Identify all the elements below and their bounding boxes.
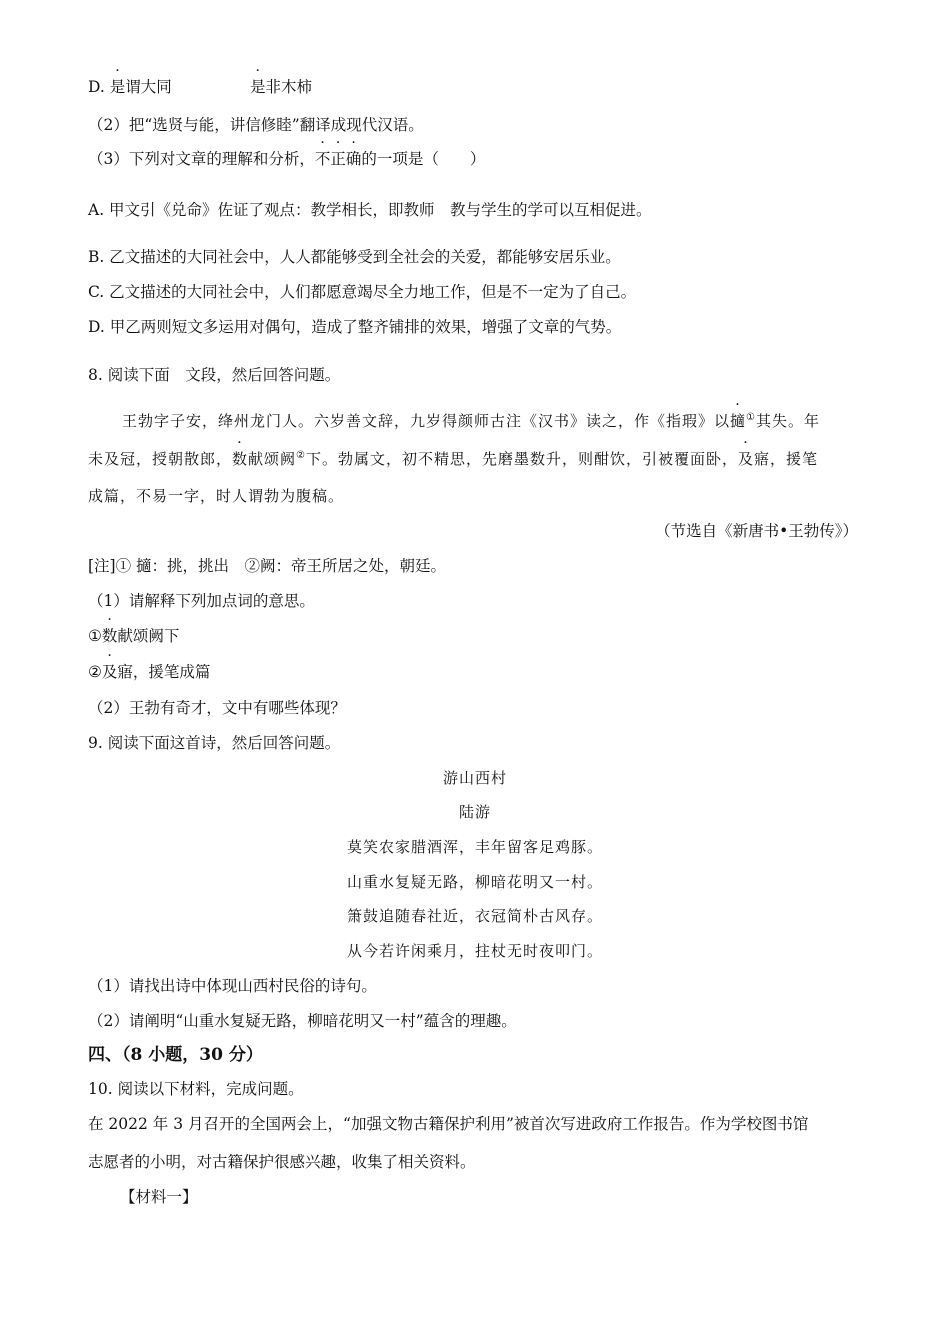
q8-note: [注]① 擿：挑，挑出 ②阙：帝王所居之处，朝廷。 — [88, 557, 447, 575]
q7-option-d-second: 是非木柿 — [250, 78, 313, 96]
q8-passage-line-3: 成篇，不易一字，时人谓勃为腹稿。 — [88, 487, 345, 505]
q7-choice-d: D. 甲乙两则短文多运用对偶句，造成了整齐铺排的效果，增强了文章的气势。 — [88, 318, 622, 336]
q10-paragraph-line-2: 志愿者的小明，对古籍保护很感兴趣，收集了相关资料。 — [88, 1153, 476, 1171]
q9-title: 9. 阅读下面这首诗，然后回答问题。 — [88, 734, 341, 752]
emphasis-char: 正 — [330, 150, 346, 168]
q8-sub-question-1: （1）请解释下列加点词的意思。 — [88, 592, 315, 610]
poem-author: 陆游 — [458, 803, 491, 821]
emphasis-char: 及 — [101, 663, 118, 681]
emphasis-char: 是 — [250, 78, 266, 96]
q8-passage-line-2: 未及冠，授朝散郎，数献颂阙②下。勃属文，初不精思，先磨墨数升，则酣饮，引被覆面卧，及寤，援笔 — [88, 450, 819, 468]
q8-source: （节选自《新唐书•王勃传》） — [655, 522, 858, 540]
q7-choice-c: C. 乙文描述的大同社会中，人们都愿意竭尽全力地工作，但是不一定为了自己。 — [88, 283, 637, 301]
poem-line: 莫笑农家腊酒浑，丰年留客足鸡豚。 — [346, 838, 603, 856]
q10-title: 10. 阅读以下材料，完成问题。 — [88, 1080, 304, 1098]
section-heading: 四、（8 小题，30 分） — [88, 1045, 263, 1065]
q9-sub-question-2: （2）请阐明“山重水复疑无路，柳暗花明又一村”蕴含的理趣。 — [88, 1012, 517, 1030]
poem-line: 山重水复疑无路，柳暗花明又一村。 — [346, 873, 603, 891]
emphasis-char: 数 — [232, 450, 249, 468]
poem-line: 箫鼓追随春社近，衣冠简朴古风存。 — [346, 907, 603, 925]
q7-choice-a: A. 甲文引《兑命》佐证了观点：教学相长，即教师 教与学生的学可以互相促进。 — [88, 201, 652, 219]
q8-item-2: ②及寤，援笔成篇 — [88, 663, 211, 681]
emphasis-char: 不 — [314, 150, 331, 168]
material-heading: 【材料一】 — [120, 1188, 198, 1206]
emphasis-char: 及 — [738, 450, 755, 468]
emphasis-char: 数 — [101, 627, 118, 645]
footnote-marker: ② — [296, 450, 307, 461]
poem-line: 从今若许闲乘月，拄杖无时夜叩门。 — [346, 942, 603, 960]
q10-paragraph-line-1: 在 2022 年 3 月召开的全国两会上，“加强文物古籍保护利用”被首次写进政府工作报告。作为学校图书馆 — [88, 1115, 809, 1133]
q7-option-d: D. 是谓大同 — [88, 78, 172, 96]
emphasis-char: 擿 — [730, 412, 747, 430]
q7-sub-question-3: （3）下列对文章的理解和分析，不正确的一项是（ ） — [88, 150, 486, 168]
q8-item-1: ①数献颂阙下 — [88, 627, 180, 645]
q9-sub-question-1: （1）请找出诗中体现山西村民俗的诗句。 — [88, 977, 377, 995]
emphasis-char: 确 — [345, 150, 362, 168]
poem-title: 游山西村 — [442, 769, 507, 787]
q8-passage-line-1: 王勃字子安，绛州龙门人。六岁善文辞，九岁得颜师古注《汉书》读之，作《指瑕》以擿①其失。年 — [122, 412, 821, 430]
q8-title: 8. 阅读下面 文段，然后回答问题。 — [88, 366, 341, 384]
footnote-marker: ① — [746, 412, 756, 423]
q7-choice-b: B. 乙文描述的大同社会中，人人都能够受到全社会的关爱，都能够安居乐业。 — [88, 248, 621, 266]
emphasis-char: 是 — [109, 78, 126, 96]
q7-sub-question-2: （2）把“选贤与能，讲信修睦”翻译成现代汉语。 — [88, 116, 424, 134]
q8-sub-question-2: （2）王勃有奇才，文中有哪些体现？ — [88, 699, 346, 717]
